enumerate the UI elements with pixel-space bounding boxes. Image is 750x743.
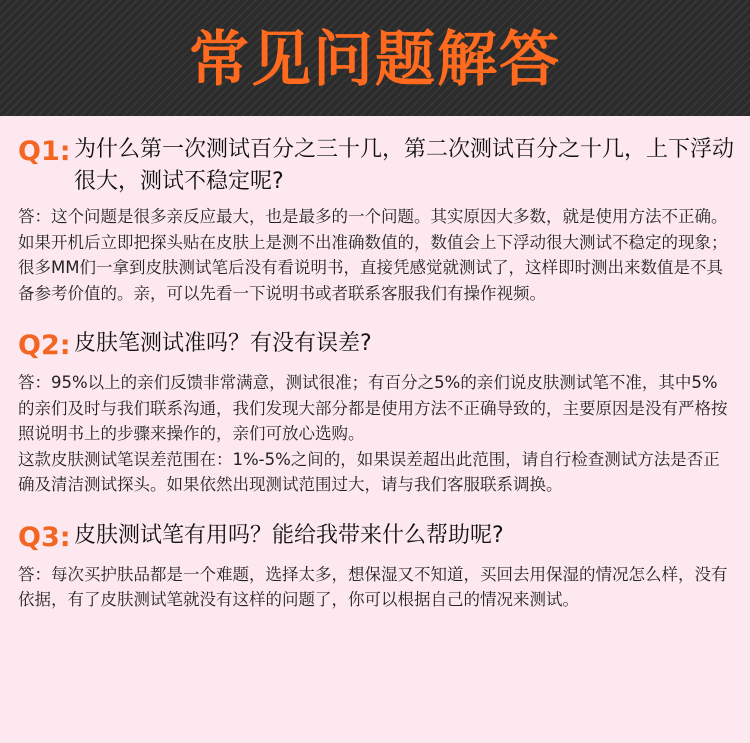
question-row — [18, 134, 750, 198]
faq-list — [0, 134, 750, 613]
faq-item-1 — [18, 134, 750, 306]
question-label: Q3: — [18, 521, 71, 553]
question-text: 为什么第一次测试百分之三十几，第二次测试百分之十几，上下浮动很大，测试不稳定呢? — [74, 137, 735, 194]
answer-text — [18, 370, 730, 498]
question-row — [18, 520, 750, 556]
answer-paragraph: 答：这个问题是很多亲反应最大，也是最多的一个问题。其实原因大多数，就是使用方法不正确。如果开机后立即把探头贴在皮肤上是测不出准确数值的，数值会上下浮动很大测试不稳定的现象；很多MM们一拿到皮肤测试笔后没有看说明书，直接凭感觉就测试了，这样即时测出来数值是不具备参考价值的。亲，可以先看一下说明书或者联系客服我们有操作视频。 — [18, 207, 728, 303]
faq-item-3 — [18, 520, 750, 613]
question-text: 皮肤测试笔有用吗？能给我带来什么帮助呢? — [74, 522, 504, 548]
answer-text — [18, 562, 730, 613]
question-label: Q1: — [18, 136, 71, 167]
answer-text — [18, 204, 730, 306]
faq-item-2 — [18, 328, 750, 498]
page-title: 常见问题解答 — [189, 25, 561, 95]
answer-paragraph: 答：每次买护肤品都是一个难题，选择太多，想保湿又不知道，买回去用保湿的情况怎么样，没有依据，有了皮肤测试笔就没有这样的问题了，你可以根据自己的情况来测试。 — [18, 564, 728, 609]
answer-paragraph: 答：95%以上的亲们反馈非常满意，测试很准；有百分之5%的亲们说皮肤测试笔不准，其中5%的亲们及时与我们联系沟通，我们发现大部分都是使用方法不正确导致的，主要原因是没有严格按照说明书上的步骤来操作的，亲们可放心选购。 — [18, 373, 728, 443]
question-label: Q2: — [18, 330, 71, 361]
question-row — [18, 328, 750, 364]
page-header — [0, 0, 750, 116]
question-text: 皮肤笔测试准吗？有没有误差? — [74, 331, 372, 356]
answer-paragraph: 这款皮肤测试笔误差范围在：1%-5%之间的，如果误差超出此范围，请自行检查测试方法是否正确及清洁测试探头。如果依然出现测试范围过大，请与我们客服联系调换。 — [18, 449, 720, 494]
